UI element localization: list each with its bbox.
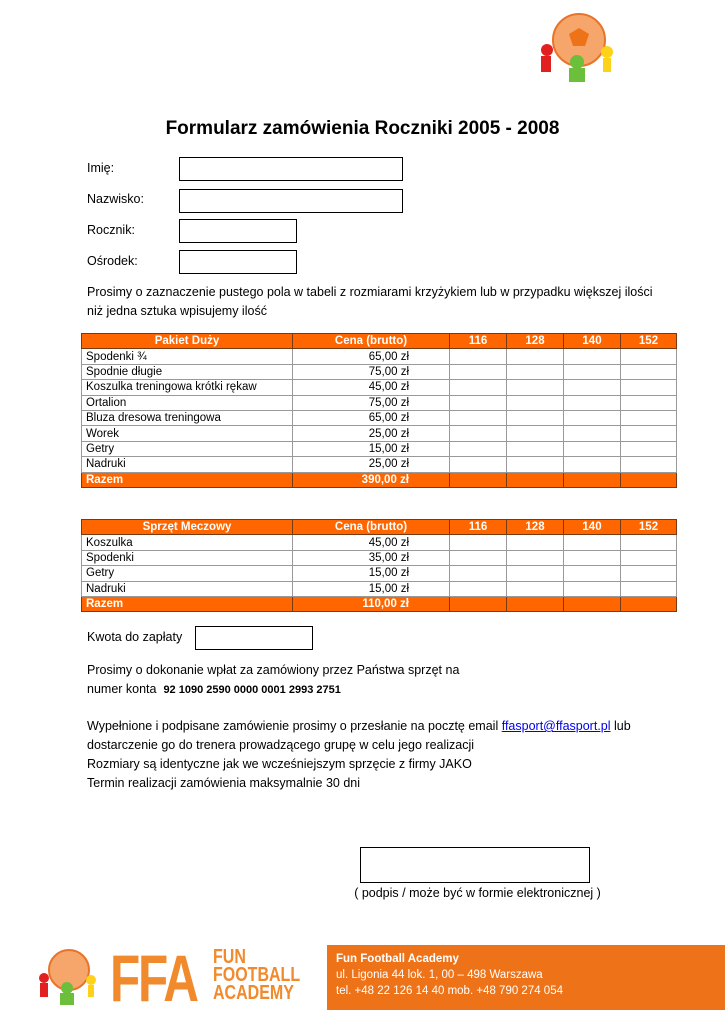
column-header: 140 <box>564 334 621 349</box>
account-number: 92 1090 2590 0000 0001 2993 2751 <box>163 684 341 696</box>
item-name: Nadruki <box>82 457 293 472</box>
size-quantity-cell <box>450 596 507 611</box>
instructions-line: niż jedna sztuka wpisujemy ilość <box>87 304 267 318</box>
last-name-field[interactable] <box>179 189 403 213</box>
table-row <box>82 364 677 379</box>
size-quantity-cell[interactable] <box>564 395 621 410</box>
price: 110,00 zł <box>293 596 450 611</box>
table-row <box>82 349 677 364</box>
logo-word: FUN <box>213 946 246 968</box>
footer-contact <box>327 945 725 1010</box>
company-name: Fun Football Academy <box>336 953 459 965</box>
size-quantity-cell[interactable] <box>450 410 507 425</box>
table-row <box>82 380 677 395</box>
column-header: 140 <box>564 520 621 535</box>
amount-label: Kwota do zapłaty <box>87 630 183 644</box>
item-name: Nadruki <box>82 581 293 596</box>
size-quantity-cell[interactable] <box>507 535 564 550</box>
size-quantity-cell[interactable] <box>450 457 507 472</box>
column-header: Cena (brutto) <box>293 520 450 535</box>
size-quantity-cell[interactable] <box>450 441 507 456</box>
price: 65,00 zł <box>293 410 450 425</box>
item-name: Koszulka <box>82 535 293 550</box>
ffa-logo-words <box>213 948 300 1002</box>
size-quantity-cell[interactable] <box>621 581 677 596</box>
size-quantity-cell[interactable] <box>507 349 564 364</box>
item-name: Getry <box>82 441 293 456</box>
item-name: Ortalion <box>82 395 293 410</box>
email-link[interactable]: ffasport@ffasport.pl <box>501 719 611 733</box>
large-package-table <box>81 333 677 488</box>
size-quantity-cell[interactable] <box>564 349 621 364</box>
ffa-logo-text: FFA <box>110 941 197 1015</box>
size-quantity-cell[interactable] <box>621 349 677 364</box>
account-label: numer konta <box>87 682 157 696</box>
page-title: Formularz zamówienia Roczniki 2005 - 2008 <box>165 118 560 139</box>
size-quantity-cell <box>507 472 564 487</box>
size-quantity-cell <box>564 596 621 611</box>
size-quantity-cell <box>621 596 677 611</box>
signature-field[interactable] <box>360 847 590 883</box>
price: 45,00 zł <box>293 380 450 395</box>
first-name-field[interactable] <box>179 157 403 181</box>
table-row <box>82 550 677 565</box>
price: 65,00 zł <box>293 349 450 364</box>
signature-caption: ( podpis / może być w formie elektronicznej ) <box>354 886 601 900</box>
first-name-label: Imię: <box>87 161 115 175</box>
logo-word: FOOTBALL <box>213 964 301 986</box>
column-header: 152 <box>621 334 677 349</box>
size-quantity-cell[interactable] <box>621 441 677 456</box>
table-row <box>82 426 677 441</box>
payment-line: Prosimy o dokonanie wpłat za zamówiony przez Państwa sprzęt na <box>87 663 460 677</box>
match-equipment-table <box>81 519 677 612</box>
total-row <box>82 596 677 611</box>
table-row <box>82 441 677 456</box>
size-quantity-cell[interactable] <box>564 364 621 379</box>
size-quantity-cell[interactable] <box>621 457 677 472</box>
size-quantity-cell[interactable] <box>507 395 564 410</box>
size-quantity-cell[interactable] <box>621 550 677 565</box>
column-header: Sprzęt Meczowy <box>82 520 293 535</box>
size-quantity-cell <box>564 472 621 487</box>
item-name: Worek <box>82 426 293 441</box>
size-quantity-cell[interactable] <box>450 380 507 395</box>
logo-word: ACADEMY <box>213 982 294 1004</box>
size-quantity-cell[interactable] <box>450 395 507 410</box>
size-quantity-cell[interactable] <box>450 581 507 596</box>
size-quantity-cell[interactable] <box>621 364 677 379</box>
notes-text: Rozmiary są identyczne jak we wcześniejszym sprzęcie z firmy JAKO <box>87 757 472 771</box>
item-name: Spodenki <box>82 550 293 565</box>
table-row <box>82 457 677 472</box>
size-quantity-cell[interactable] <box>450 535 507 550</box>
column-header: Cena (brutto) <box>293 334 450 349</box>
size-quantity-cell[interactable] <box>564 410 621 425</box>
item-name: Getry <box>82 566 293 581</box>
size-quantity-cell[interactable] <box>564 380 621 395</box>
table-row <box>82 410 677 425</box>
size-quantity-cell[interactable] <box>450 426 507 441</box>
price: 15,00 zł <box>293 581 450 596</box>
company-address: ul. Ligonia 44 lok. 1, 00 – 498 Warszawa <box>336 969 543 981</box>
company-phone: tel. +48 22 126 14 40 mob. +48 790 274 054 <box>336 985 563 997</box>
size-quantity-cell[interactable] <box>450 566 507 581</box>
center-label: Ośrodek: <box>87 254 138 268</box>
notes <box>87 717 631 793</box>
size-quantity-cell[interactable] <box>564 566 621 581</box>
size-quantity-cell[interactable] <box>564 426 621 441</box>
price: 15,00 zł <box>293 441 450 456</box>
price: 45,00 zł <box>293 535 450 550</box>
birth-year-label: Rocznik: <box>87 223 135 237</box>
price: 15,00 zł <box>293 566 450 581</box>
size-quantity-cell <box>507 596 564 611</box>
size-quantity-cell <box>450 472 507 487</box>
column-header: 128 <box>507 520 564 535</box>
column-header: Pakiet Duży <box>82 334 293 349</box>
notes-text: dostarczenie go do trenera prowadzącego grupę w celu jego realizacji <box>87 738 475 752</box>
ffa-footer-logo-icon <box>35 948 101 1006</box>
item-name: Spodenki ¾ <box>82 349 293 364</box>
size-quantity-cell <box>621 472 677 487</box>
size-quantity-cell[interactable] <box>507 380 564 395</box>
size-quantity-cell[interactable] <box>507 550 564 565</box>
size-quantity-cell[interactable] <box>507 457 564 472</box>
price: 25,00 zł <box>293 457 450 472</box>
size-quantity-cell[interactable] <box>507 581 564 596</box>
column-header: 116 <box>450 520 507 535</box>
size-quantity-cell[interactable] <box>621 380 677 395</box>
size-quantity-cell[interactable] <box>450 364 507 379</box>
instructions-line: Prosimy o zaznaczenie pustego pola w tabeli z rozmiarami krzyżykiem lub w przypadku większej ilości <box>87 285 653 299</box>
size-quantity-cell[interactable] <box>564 535 621 550</box>
price: 75,00 zł <box>293 395 450 410</box>
size-quantity-cell[interactable] <box>564 441 621 456</box>
size-quantity-cell[interactable] <box>450 550 507 565</box>
column-header: 152 <box>621 520 677 535</box>
last-name-label: Nazwisko: <box>87 192 144 206</box>
size-quantity-cell[interactable] <box>507 441 564 456</box>
price: 25,00 zł <box>293 426 450 441</box>
table-row <box>82 395 677 410</box>
birth-year-field[interactable] <box>179 219 297 243</box>
item-name: Spodnie długie <box>82 364 293 379</box>
price: 35,00 zł <box>293 550 450 565</box>
price: 390,00 zł <box>293 472 450 487</box>
size-quantity-cell[interactable] <box>621 410 677 425</box>
size-quantity-cell[interactable] <box>621 426 677 441</box>
notes-text: Termin realizacji zamówienia maksymalnie 30 dni <box>87 776 361 790</box>
price: 75,00 zł <box>293 364 450 379</box>
size-quantity-cell[interactable] <box>450 349 507 364</box>
notes-text: Wypełnione i podpisane zamówienie prosimy o przesłanie na pocztę email <box>87 719 502 733</box>
column-header: 128 <box>507 334 564 349</box>
item-name: Bluza dresowa treningowa <box>82 410 293 425</box>
center-field[interactable] <box>179 250 297 274</box>
table-row <box>82 581 677 596</box>
size-quantity-cell[interactable] <box>564 581 621 596</box>
amount-field[interactable] <box>195 626 313 650</box>
ffa-logo-icon <box>535 12 617 84</box>
item-name: Koszulka treningowa krótki rękaw <box>82 380 293 395</box>
size-quantity-cell[interactable] <box>507 364 564 379</box>
item-name: Razem <box>82 596 293 611</box>
size-quantity-cell[interactable] <box>621 566 677 581</box>
size-quantity-cell[interactable] <box>621 395 677 410</box>
payment-info <box>87 661 459 700</box>
notes-text: lub <box>610 719 631 733</box>
column-header: 116 <box>450 334 507 349</box>
size-quantity-cell[interactable] <box>507 566 564 581</box>
size-quantity-cell[interactable] <box>507 410 564 425</box>
size-quantity-cell[interactable] <box>621 535 677 550</box>
size-quantity-cell[interactable] <box>564 550 621 565</box>
size-quantity-cell[interactable] <box>507 426 564 441</box>
table-header-row <box>82 520 677 535</box>
total-row <box>82 472 677 487</box>
instructions <box>87 283 653 321</box>
item-name: Razem <box>82 472 293 487</box>
table-header-row <box>82 334 677 349</box>
table-row <box>82 535 677 550</box>
table-row <box>82 566 677 581</box>
size-quantity-cell[interactable] <box>564 457 621 472</box>
